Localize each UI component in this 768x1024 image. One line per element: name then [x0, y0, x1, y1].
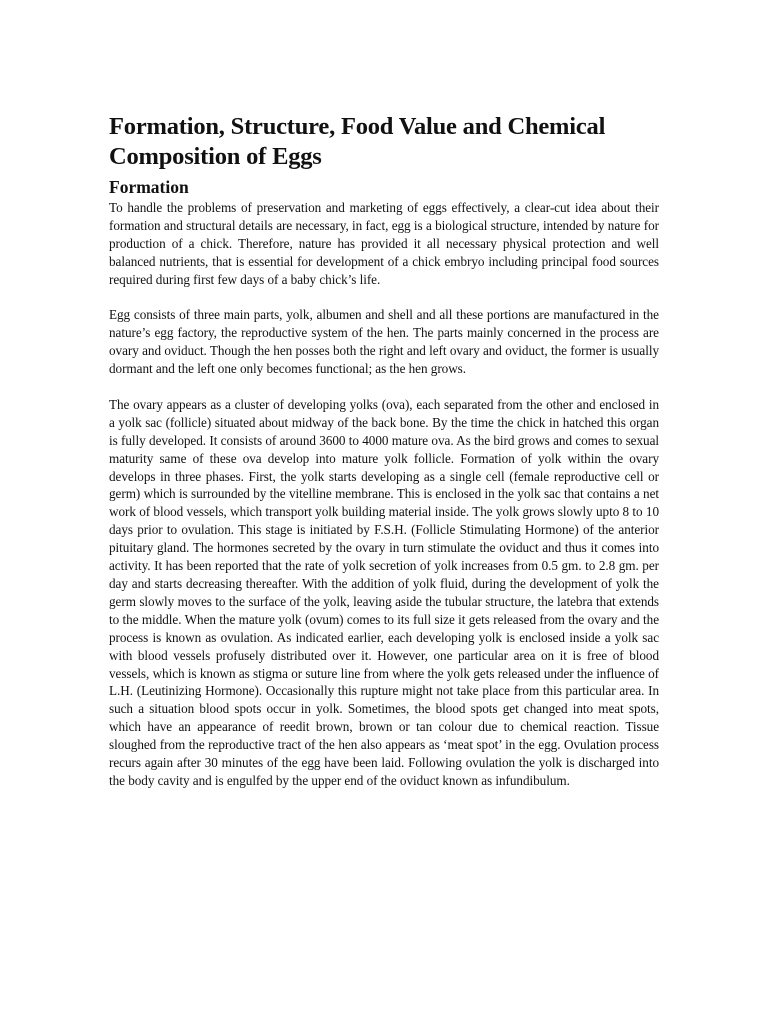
paragraph: Egg consists of three main parts, yolk, albumen and shell and all these portions are manufactured in the nature’s egg factory, the reproductive system of the hen. The parts mainly concerned in the process are ovary and oviduct. Though the hen posses both the right and left ovary and oviduct, the former is usually dormant and the left one only becomes functional; as the hen grows.: [109, 307, 659, 377]
section-heading: Formation: [109, 177, 189, 197]
paragraph: To handle the problems of preservation and marketing of eggs effectively, a clear-cut idea about their formation and structural details are necessary, in fact, egg is a biological structure, intended by nature for production of a chick. Therefore, nature has provided it all necessary physical protection and well balanced nutrients, that is essential for development of a chick embryo including principal food sources required during first few days of a baby chick’s life.: [109, 200, 659, 287]
document-page: [109, 112, 659, 808]
document-title: Formation, Structure, Food Value and Chemical Composition of Eggs: [109, 113, 606, 170]
paragraph: The ovary appears as a cluster of developing yolks (ova), each separated from the other and enclosed in a yolk sac (follicle) situated about midway of the back bone. By the time the chick in hatched this organ is fully developed. It consists of around 3600 to 4000 mature ova. As the bird grows and comes to sexual maturity same of these ova develop into mature yolk follicle. Formation of yolk within the ovary develops in three phases. First, the yolk starts developing as a single cell (female reproductive cell or germ) which is surrounded by the vitelline membrane. This is enclosed in the yolk sac that contains a net work of blood vessels, which transport yolk building material inside. The yolk grows slowly upto 8 to 10 days prior to ovulation. This stage is initiated by F.S.H. (Follicle Stimulating Hormone) of the anterior pituitary gland. The hormones secreted by the ovary in turn stimulate the oviduct and thus it comes into activity. It has been reported that the rate of yolk secretion of yolk increases from 0.5 gm. to 2.8 gm. per day and starts decreasing thereafter. With the addition of yolk fluid, during the development of yolk the germ slowly moves to the surface of the yolk, leaving aside the tubular structure, the latebra that extends to the middle. When the mature yolk (ovum) comes to its full size it gets released from the ovary and the process is known as ovulation. As indicated earlier, each developing yolk is enclosed inside a yolk sac with blood vessels profusely distributed over it. However, one particular area on it is free of blood vessels, which is known as stigma or suture line from where the yolk gets released under the influence of L.H. (Leutinizing Hormone). Occasionally this rupture might not take place from this particular area. In such a situation blood spots occur in yolk. Sometimes, the blood spots get changed into meat spots, which have an appearance of reedit brown, brown or tan colour due to chemical reaction. Tissue sloughed from the reproductive tract of the hen also appears as ‘meat spot’ in the egg. Ovulation process recurs again after 30 minutes of the egg have been laid. Following ovulation the yolk is discharged into the body cavity and is engulfed by the upper end of the oviduct known as infundibulum.: [109, 396, 659, 788]
